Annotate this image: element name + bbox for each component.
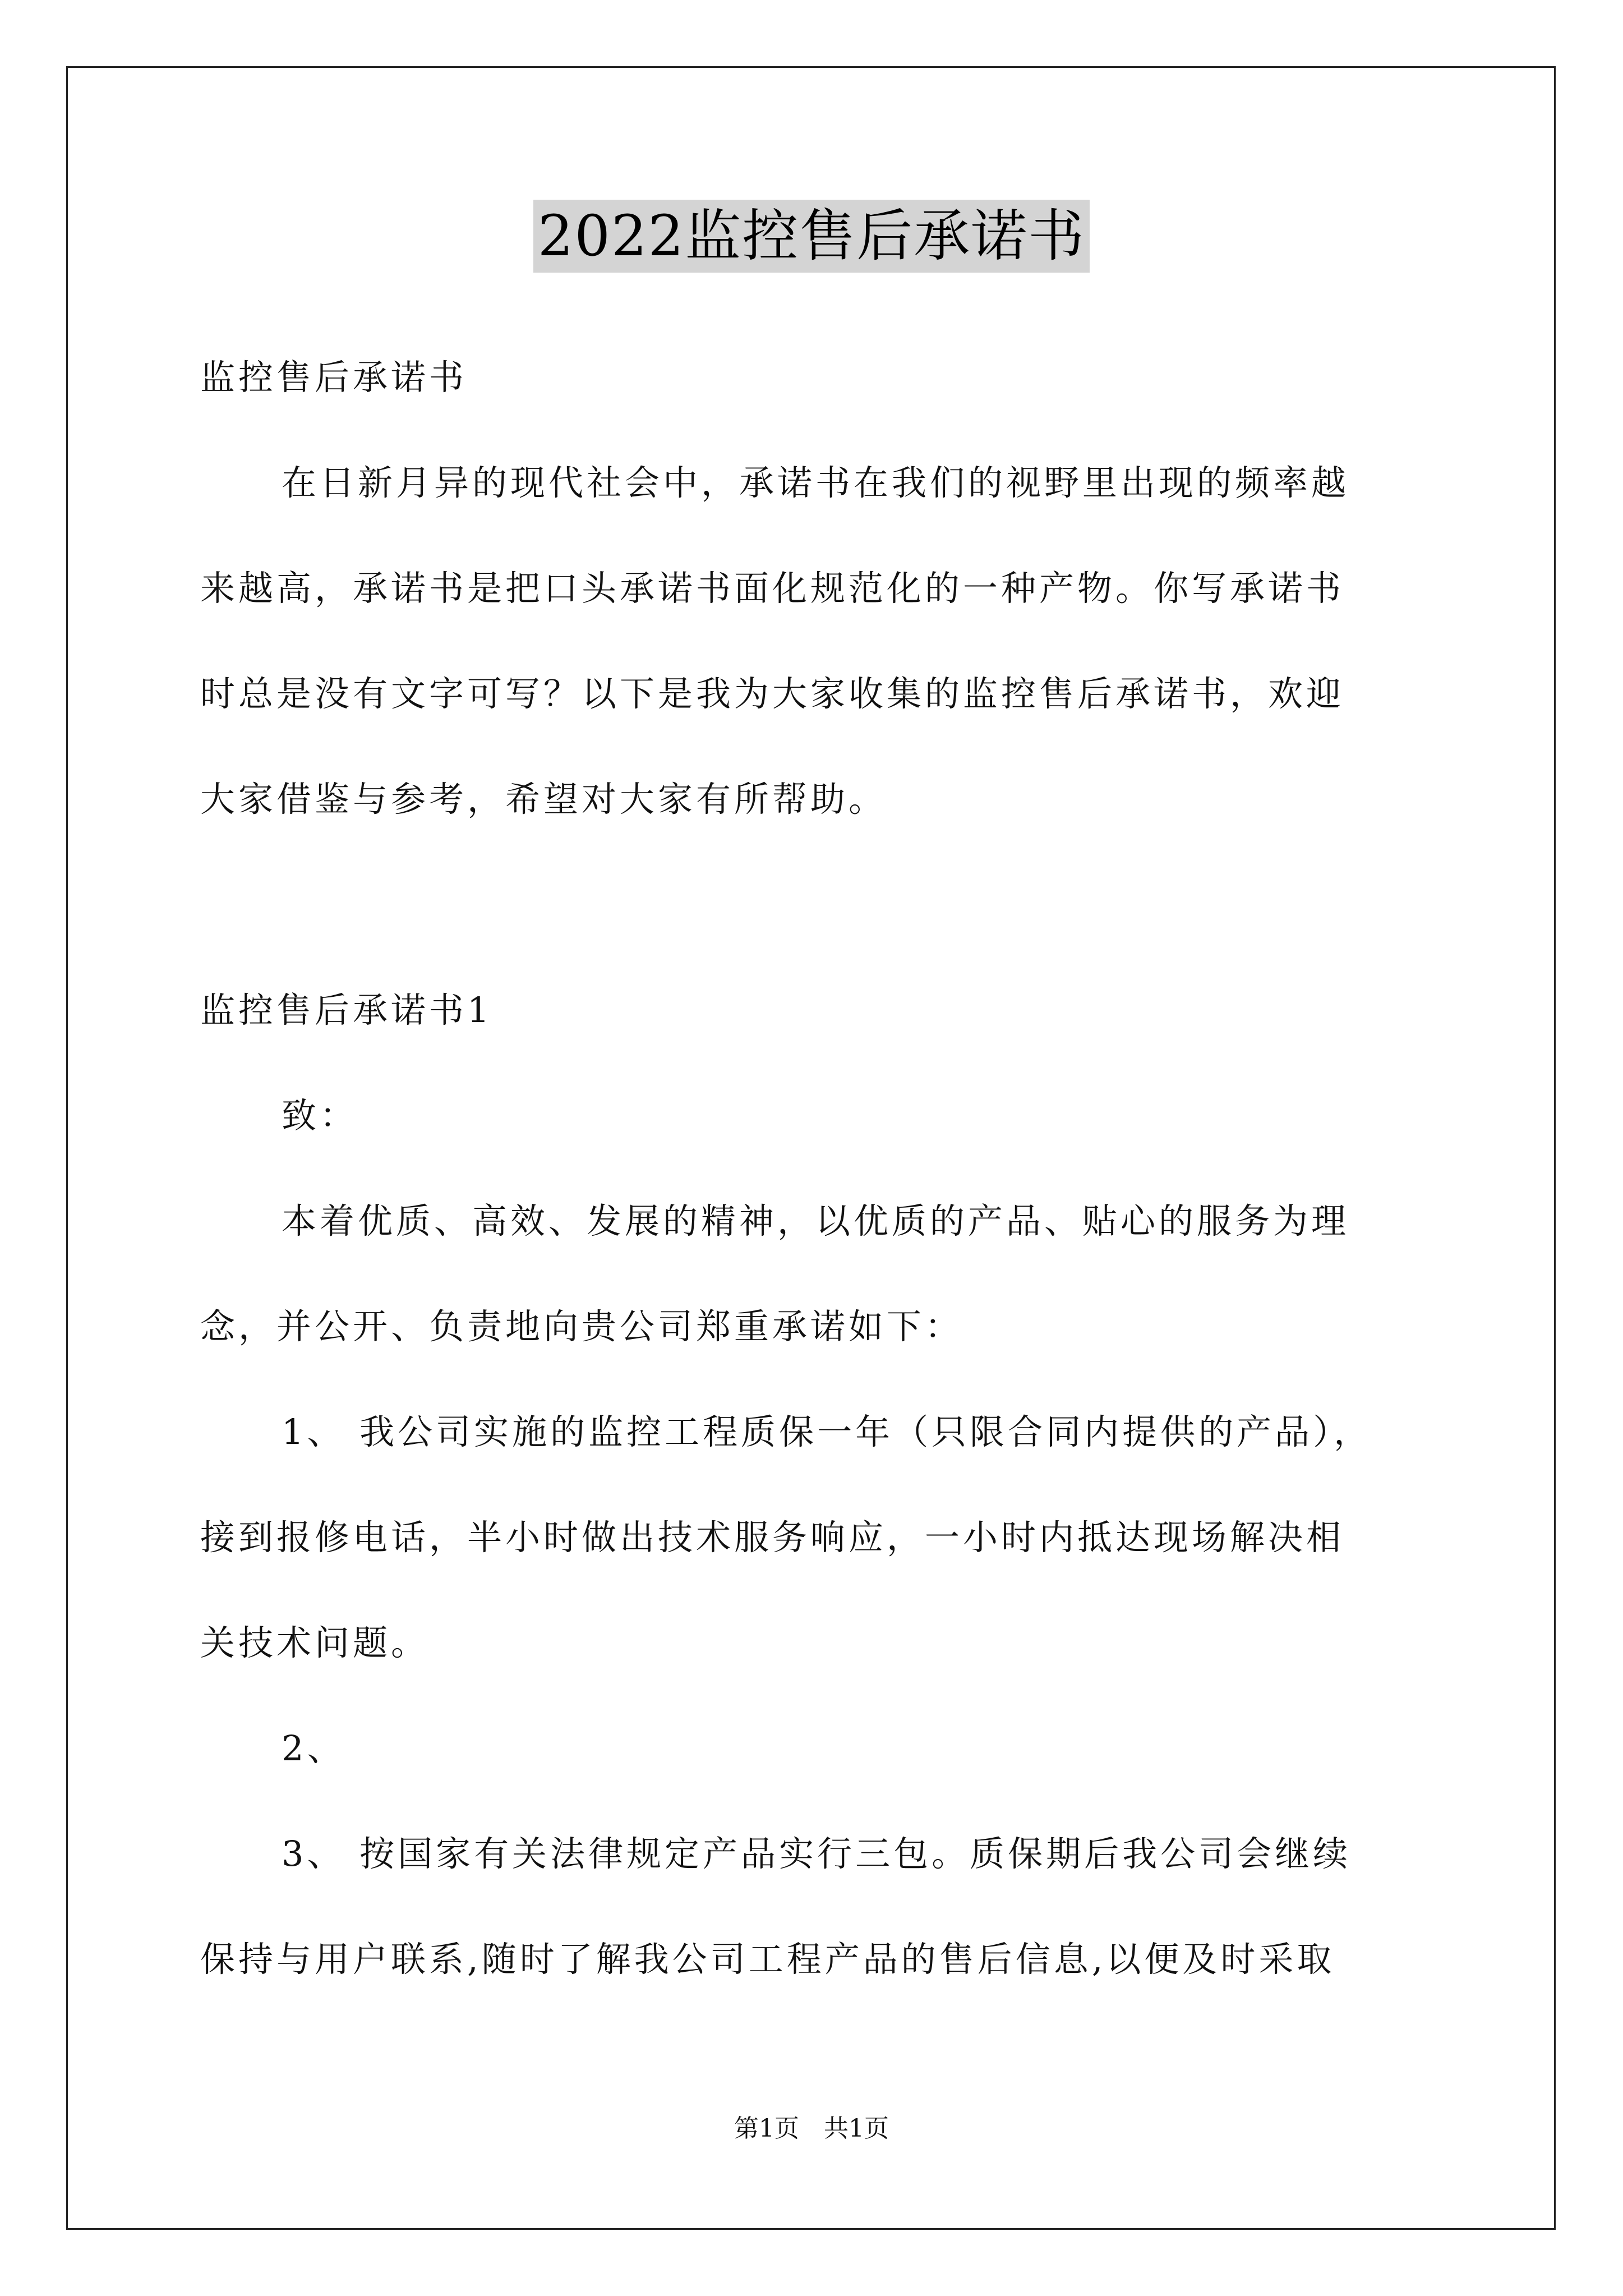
- list-item-line: 关技术问题。: [200, 1622, 430, 1663]
- section-heading: 监控售后承诺书1: [200, 990, 493, 1030]
- paragraph-line: 时总是没有文字可写？以下是我为大家收集的监控售后承诺书，欢迎: [200, 673, 1345, 714]
- list-item-line: 3、 按国家有关法律规定产品实行三包。质保期后我公司会继续: [282, 1833, 1352, 1874]
- paragraph-line: 念，并公开、负责地向贵公司郑重承诺如下：: [200, 1306, 963, 1347]
- paragraph-line: 本着优质、高效、发展的精神，以优质的产品、贴心的服务为理: [282, 1200, 1350, 1241]
- section-heading: 监控售后承诺书: [200, 357, 468, 398]
- paragraph-line: 在日新月异的现代社会中，承诺书在我们的视野里出现的频率越: [282, 462, 1350, 503]
- list-item-line: 保持与用户联系,随时了解我公司工程产品的售后信息,以便及时采取: [200, 1939, 1335, 1980]
- page-footer: 第1页 共1页: [734, 2114, 889, 2143]
- salutation: 致：: [282, 1095, 358, 1136]
- paragraph-line: 大家借鉴与参考，希望对大家有所帮助。: [200, 779, 887, 820]
- paragraph-line: 来越高，承诺书是把口头承诺书面化规范化的一种产物。你写承诺书: [200, 568, 1345, 609]
- list-item-line: 1、 我公司实施的监控工程质保一年（只限合同内提供的产品），: [282, 1411, 1372, 1452]
- document-title: 2022监控售后承诺书: [533, 200, 1090, 273]
- list-item-line: 2、: [282, 1728, 345, 1769]
- title-container: [0, 200, 1623, 273]
- list-item-line: 接到报修电话，半小时做出技术服务响应，一小时内抵达现场解决相: [200, 1517, 1345, 1558]
